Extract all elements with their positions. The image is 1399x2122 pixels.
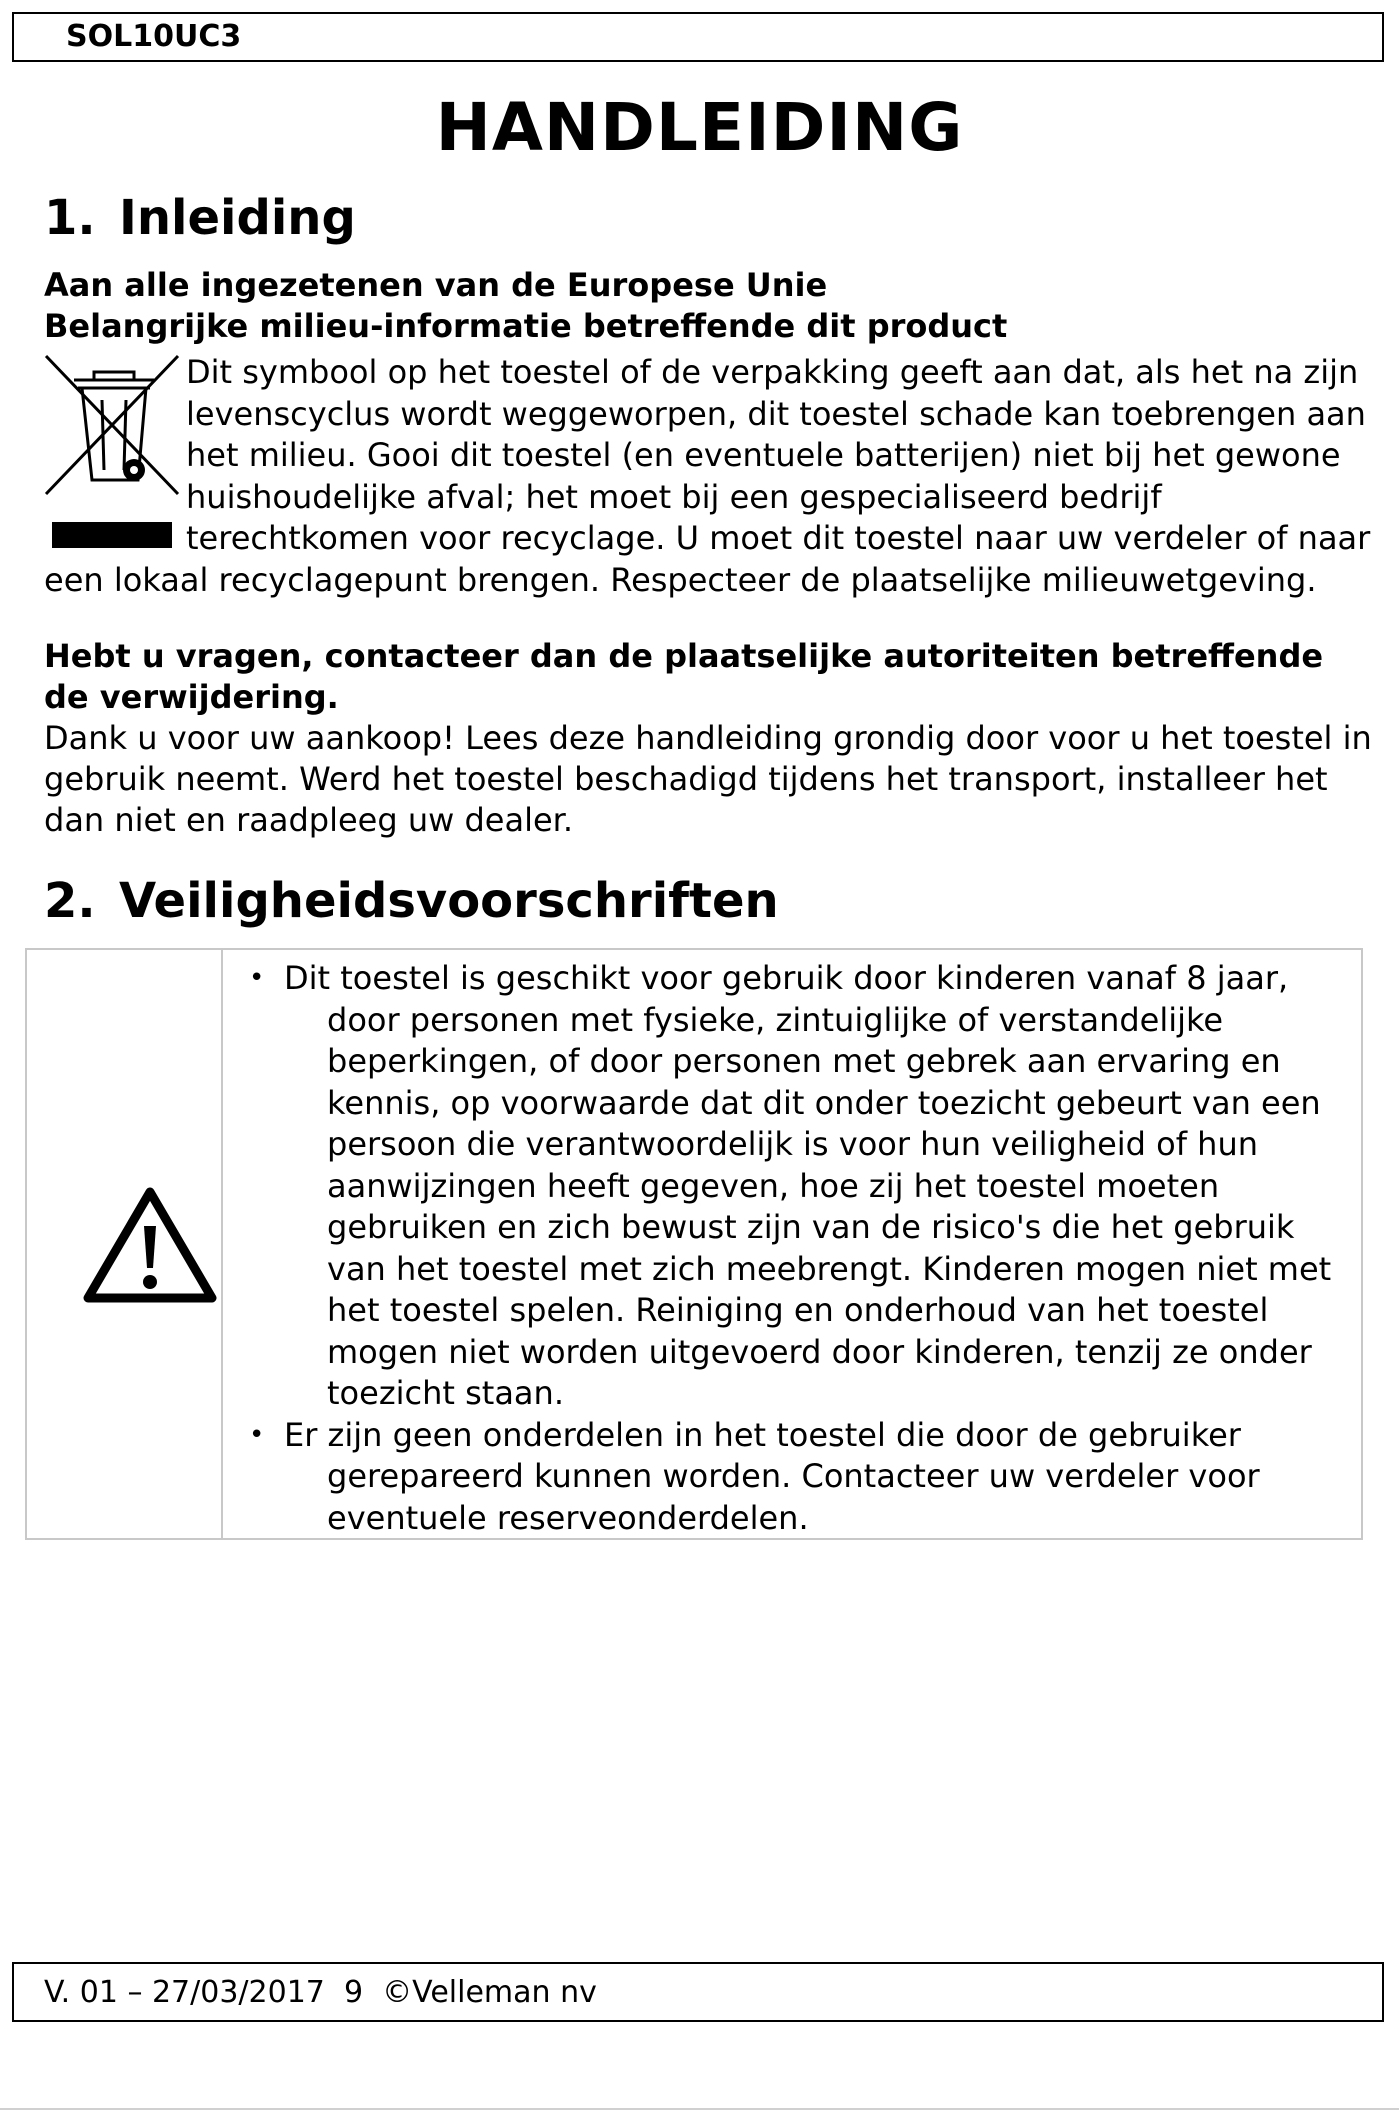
footer-copyright: ©Velleman nv: [382, 1975, 597, 2010]
bullet-icon: •: [249, 963, 265, 993]
footer-text: [44, 1976, 597, 2010]
section-1-title: Inleiding: [119, 190, 356, 246]
header-box: [12, 12, 1384, 62]
section-2-heading: [44, 873, 779, 929]
safety-table: [25, 948, 1363, 1540]
weee-text: Dit symbool op het toestel of de verpakking geeft aan dat, als het na zijn levenscyclus wordt weggeworpen, dit toestel schade kan toebrengen aan het milieu. Gooi dit toestel (en eventuele batterijen) niet bij het gewone huishoudelijke afval; het moet bij een gespecialiseerd bedrijf terechtkomen voor recyclage. U moet dit toestel naar uw verdeler of naar een lokaal recyclagepunt brengen. Respecteer de plaatselijke milieuwetgeving.: [44, 353, 1371, 599]
safety-item: [249, 958, 1359, 1415]
safety-item-text: Er zijn geen onderdelen in het toestel die door de gebruiker gerepareerd kunnen worden. Contacteer uw verdeler voor eventuele reserveonderdelen.: [284, 1415, 1260, 1537]
safety-text-cell: [225, 950, 1361, 1538]
crossed-out-wheelie-bin-icon: [44, 352, 184, 557]
safety-list: [249, 958, 1359, 1539]
safety-icon-cell: [27, 950, 223, 1538]
section-1-heading: [44, 190, 356, 246]
section-2-number: 2.: [44, 873, 96, 929]
footer-box: [12, 1962, 1384, 2022]
model-number: SOL10UC3: [66, 19, 242, 54]
eu-residents-heading: Aan alle ingezetenen van de Europese Unie: [44, 266, 828, 304]
footer-page-number: 9: [343, 1975, 364, 2010]
section-2-title: Veiligheidsvoorschriften: [119, 873, 779, 929]
thanks-text: Dank u voor uw aankoop! Lees deze handleiding grondig door voor u het toestel in gebruik neemt. Werd het toestel beschadigd tijdens het transport, installeer het dan niet en raadpleeg uw dealer.: [44, 719, 1372, 839]
warning-triangle-icon: [82, 1186, 218, 1304]
safety-item-text: Dit toestel is geschikt voor gebruik door kinderen vanaf 8 jaar, door personen met fysieke, zintuiglijke of verstandelijke beperkingen, of door personen met gebrek aan ervaring en kennis, op voorwaarde dat dit onder toezicht gebeurt van een persoon die verantwoordelijk is voor hun veiligheid of hun aanwijzingen heeft gegeven, hoe zij het toestel moeten gebruiken en zich bewust zijn van de risico's die het gebruik van het toestel met zich meebrengt. Kinderen mogen niet met het toestel spelen. Reiniging en onderhoud van het toestel mogen niet worden uitgevoerd door kinderen, tenzij ze onder toezicht staan.: [284, 959, 1332, 1412]
weee-block: [44, 352, 1384, 601]
footer-version: V. 01 – 27/03/2017: [44, 1975, 325, 2010]
bullet-icon: •: [249, 1419, 265, 1450]
section-1-number: 1.: [44, 190, 96, 246]
questions-text: Hebt u vragen, contacteer dan de plaatselijke autoriteiten betreffende de verwijdering.: [44, 637, 1324, 716]
environment-info-heading: Belangrijke milieu-informatie betreffende dit product: [44, 307, 1008, 345]
document-title: HANDLEIDING: [435, 89, 964, 166]
safety-item: [249, 1415, 1359, 1540]
bottom-rule: [0, 2108, 1399, 2110]
